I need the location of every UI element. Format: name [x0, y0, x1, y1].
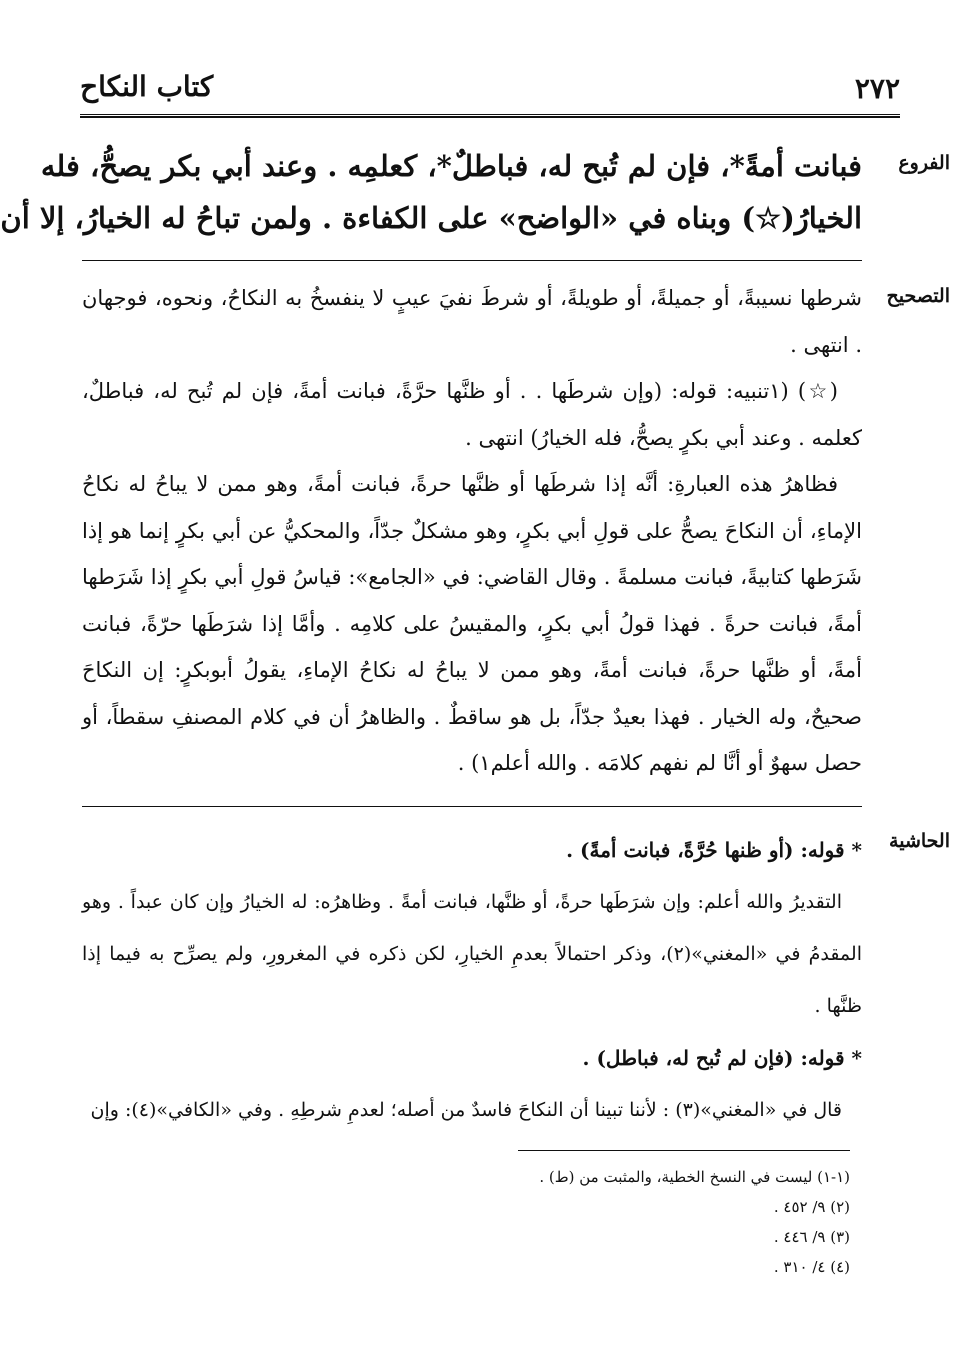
- footnote: (٢) ٩/ ٤٥٢ .: [773, 1198, 850, 1216]
- tashih-paragraph: شرطها نسيبةً، أو جميلةً، أو طويلةً، أو شرطَ نفيَ عيبٍ لا ينفسخُ به النكاحُ، ونحوه، فوجهان . انتهى .: [82, 286, 862, 357]
- hashiya-paragraph: التقديرُ والله أعلم: وإن شرَطَها حرةً، أو ظنَّها، فبانت أمةً . وظاهرُه: له الخيارُ وإن كان عبداً . وهو المقدمُ في «المغني»(٢)، وذكر احتمالاً بعدمِ الخيارِ، لكن ذكره في المغرورِ، ولم يصرِّح به فيما إذا ظنَّها .: [82, 891, 862, 1017]
- tashih-section: [82, 275, 862, 787]
- label-hashiya: الحاشية: [889, 830, 950, 852]
- hashiya-paragraph: قال في «المغني»(٣) : لأننا تبينا أن النكاحَ فاسدٌ من أصله؛ لعدمِ شرطِهِ . وفي «الكافي»(٤): وإن: [90, 1099, 842, 1121]
- label-tashih: التصحيح: [886, 285, 950, 307]
- footnote: (٣) ٩/ ٤٤٦ .: [773, 1228, 850, 1246]
- page-number: ٢٧٢: [854, 72, 900, 105]
- hashiya-heading: * قوله: (أو ظنها حُرَّةً، فبانت أمةً) .: [566, 838, 862, 862]
- furu-line: فبانت أمةً*، فإن لم تُبح له، فباطلٌ*، كعلمِه . وعند أبي بكر يصحُّ، فله: [40, 149, 862, 183]
- label-furu: الفروع: [898, 152, 950, 174]
- footnote: (٤) ٤/ ٣١٠ .: [773, 1258, 850, 1276]
- header-rule: [80, 114, 900, 118]
- footnotes: [300, 1162, 850, 1282]
- furu-line: الخيارُ(☆) وبناه في «الواضح» على الكفاءة . ولمن تباحُ له الخيارُ، إلا أن: [0, 201, 862, 235]
- tashih-paragraph: (☆) (١تنبيه: قوله: (وإن شرطَها . . أو ظنَّها حرَّةً، فبانت أمةً، فإن لم تُبح له، فباطلٌ، كعلمه . وعند أبي بكرٍ يصحُّ، فله الخيارُ) انتهى .: [82, 379, 862, 450]
- section-divider: [82, 260, 862, 261]
- running-title: كتاب النكاح: [80, 70, 214, 103]
- hashiya-section: [82, 824, 862, 1136]
- tashih-paragraph: فظاهرُ هذه العبارةِ: أنَّه إذا شرطَها أو ظنَّها حرةً، فبانت أمةً، وهو ممن لا يباحُ له نكاحُ الإماءِ، أن النكاحَ يصحُّ على قولِ أبي بكرٍ، وهو مشكلٌ جدّاً، والمحكيُّ عن أبي بكرٍ إنما هو إذا شَرَطها كتابيةً، فبانت مسلمةً . وقال القاضي: في «الجامع»: قياسُ قولِ أبي بكرٍ إذا شَرَطها أمةً، فبانت حرةً . فهذا قولُ أبي بكرٍ، والمقيسُ على كلامِه . وأمَّا إذا شرَطَها حرّةً، فبانت أمةً، أو ظنَّها حرةً، فبانت أمةً، وهو ممن لا يباحُ له نكاحُ الإماءِ، يقولُ أبوبكرٍ: إن النكاحَ صحيحٌ، وله الخيار . فهذا بعيدٌ جدّاً، بل هو ساقطٌ . والظاهرُ أن في كلام المصنفِ سقطاً، أو حصل سهوٌ أو أنَّا لم نفهم كلامَه . والله أعلم١) .: [82, 472, 862, 775]
- section-divider: [82, 806, 862, 807]
- footnote: (١-١) ليست في النسخ الخطية، والمثبت من (ط) .: [539, 1168, 850, 1186]
- furu-section: [0, 140, 862, 244]
- footnote-divider: [518, 1150, 850, 1151]
- hashiya-heading: * قوله: (فإن لم تُبح له، فباطل) .: [582, 1046, 862, 1070]
- page-header: [80, 70, 900, 110]
